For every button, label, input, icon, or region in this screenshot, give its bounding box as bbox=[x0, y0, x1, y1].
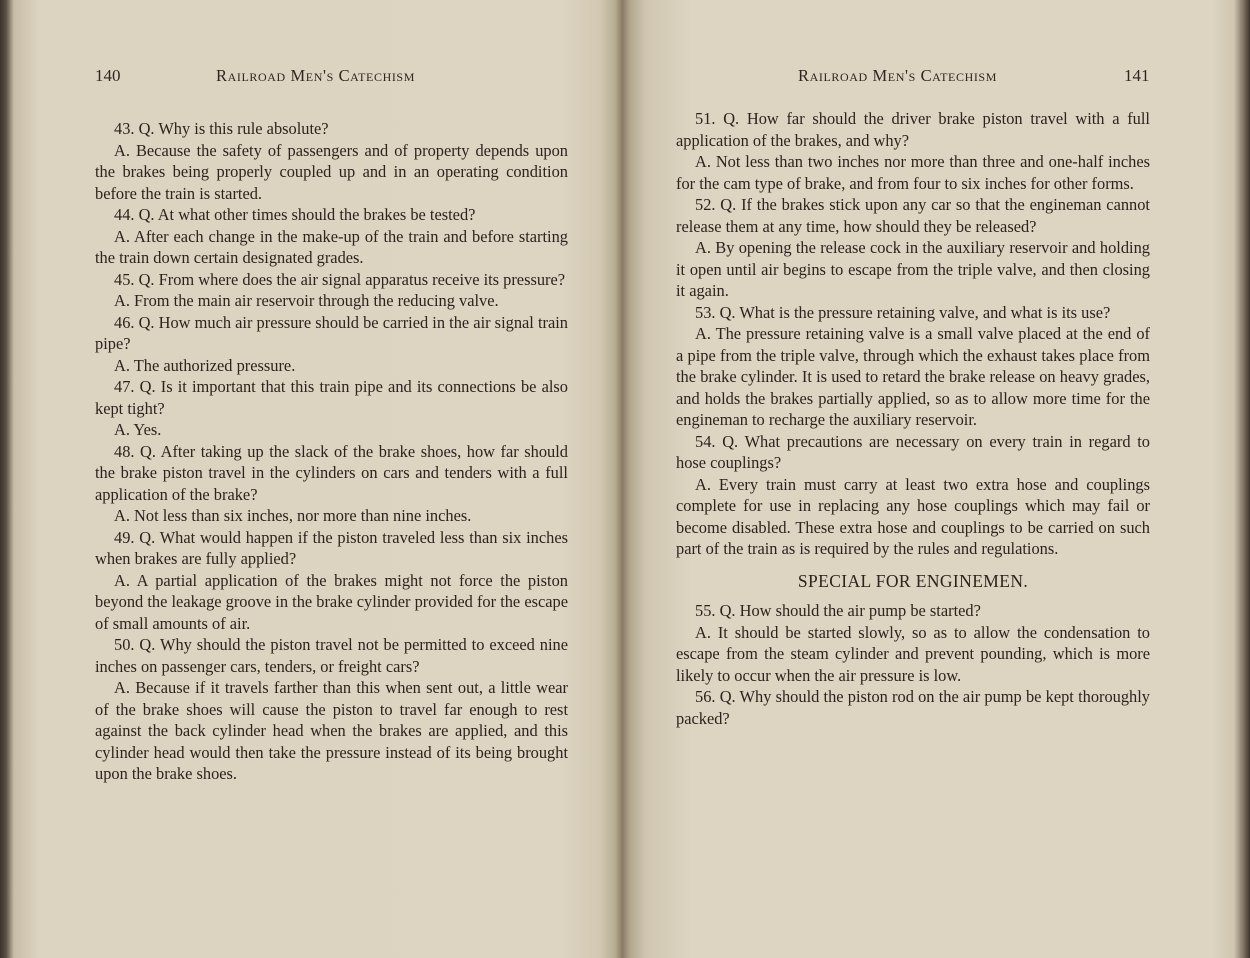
page-number: 140 bbox=[95, 66, 121, 85]
paragraph: 50. Q. Why should the piston travel not be permitted to exceed nine inches on passenger cars, tenders, or freight cars? bbox=[95, 635, 568, 676]
paragraph: A. Not less than two inches nor more than three and one-half inches for the cam type of brake, and from four to six inches for other forms. bbox=[676, 152, 1150, 193]
paragraph: 43. Q. Why is this rule absolute? bbox=[114, 119, 329, 138]
running-head: Railroad Men's Catechism bbox=[798, 66, 997, 85]
paragraph: 54. Q. What precautions are necessary on every train in regard to hose couplings? bbox=[676, 431, 1150, 472]
page-body bbox=[95, 118, 568, 785]
paragraph: A. Because the safety of passengers and of property depends upon the brakes being properly coupled up and in an operating condition before the train is started. bbox=[95, 140, 568, 203]
right-page bbox=[622, 0, 1250, 958]
left-page bbox=[0, 0, 622, 958]
paragraph: A. After each change in the make-up of the train and before starting the train down certain designated grades. bbox=[95, 226, 568, 267]
paragraph: 46. Q. How much air pressure should be carried in the air signal train pipe? bbox=[95, 312, 568, 353]
paragraph: A. The authorized pressure. bbox=[114, 355, 296, 375]
paragraph: 45. Q. From where does the air signal apparatus receive its pressure? bbox=[114, 269, 566, 289]
paragraph: A. Every train must carry at least two extra hose and couplings complete for use in replacing any hose couplings which may fail or become disabled. These extra hose and couplings to be carried on such part of the train as is required by the rules and regulations. bbox=[676, 474, 1150, 558]
paragraph: 56. Q. Why should the piston rod on the air pump be kept thoroughly packed? bbox=[676, 687, 1150, 728]
paragraph: 47. Q. Is it important that this train pipe and its connections be also kept tight? bbox=[95, 377, 568, 418]
running-head: Railroad Men's Catechism bbox=[216, 66, 415, 85]
paragraph: 53. Q. What is the pressure retaining valve, and what is its use? bbox=[695, 302, 1111, 322]
page-number: 141 bbox=[1124, 66, 1150, 85]
paragraph: A. By opening the release cock in the auxiliary reservoir and holding it open until air begins to escape from the triple valve, and then closing it again. bbox=[676, 238, 1150, 300]
page-body bbox=[676, 108, 1150, 729]
paragraph: 49. Q. What would happen if the piston traveled less than six inches when brakes are fully applied? bbox=[95, 527, 568, 568]
paragraph: A. Not less than six inches, nor more than nine inches. bbox=[114, 506, 472, 525]
paragraph: 44. Q. At what other times should the brakes be tested? bbox=[114, 205, 476, 224]
paragraph: A. Yes. bbox=[114, 420, 162, 439]
paragraph: A. From the main air reservoir through the reducing valve. bbox=[114, 291, 499, 310]
paragraph: 48. Q. After taking up the slack of the brake shoes, how far should the brake piston travel in the cylinders on cars and tenders with a full application of the brake? bbox=[95, 441, 568, 504]
paragraph: A. The pressure retaining valve is a small valve placed at the end of a pipe from the triple valve, through which the exhaust takes place from the brake cylinder. It is used to retard the brake release on heavy grades, and holds the brakes partially applied, so as to allow more time for the engineman to recharge the auxiliary reservoir. bbox=[676, 324, 1150, 429]
paragraph: 52. Q. If the brakes stick upon any car so that the engineman cannot release them at any time, how should they be released? bbox=[676, 195, 1150, 236]
paragraph: 55. Q. How should the air pump be started? bbox=[695, 601, 981, 620]
paragraph: A. A partial application of the brakes might not force the piston beyond the leakage groove in the brake cylinder provided for the escape of small amounts of air. bbox=[95, 570, 568, 633]
paragraph: A. It should be started slowly, so as to allow the condensation to escape from the steam cylinder and prevent pounding, which is more likely to occur when the air pressure is low. bbox=[676, 622, 1150, 685]
paragraph: 51. Q. How far should the driver brake piston travel with a full application of the brakes, and why? bbox=[676, 109, 1150, 150]
paragraph: A. Because if it travels farther than this when sent out, a little wear of the brake shoes will cause the piston to travel far enough to rest against the back cylinder head when the brakes are applied, and this cylinder head would then take the pressure instead of its being brought upon the brake shoes. bbox=[95, 678, 568, 783]
section-heading: SPECIAL FOR ENGINEMEN. bbox=[797, 570, 1029, 591]
